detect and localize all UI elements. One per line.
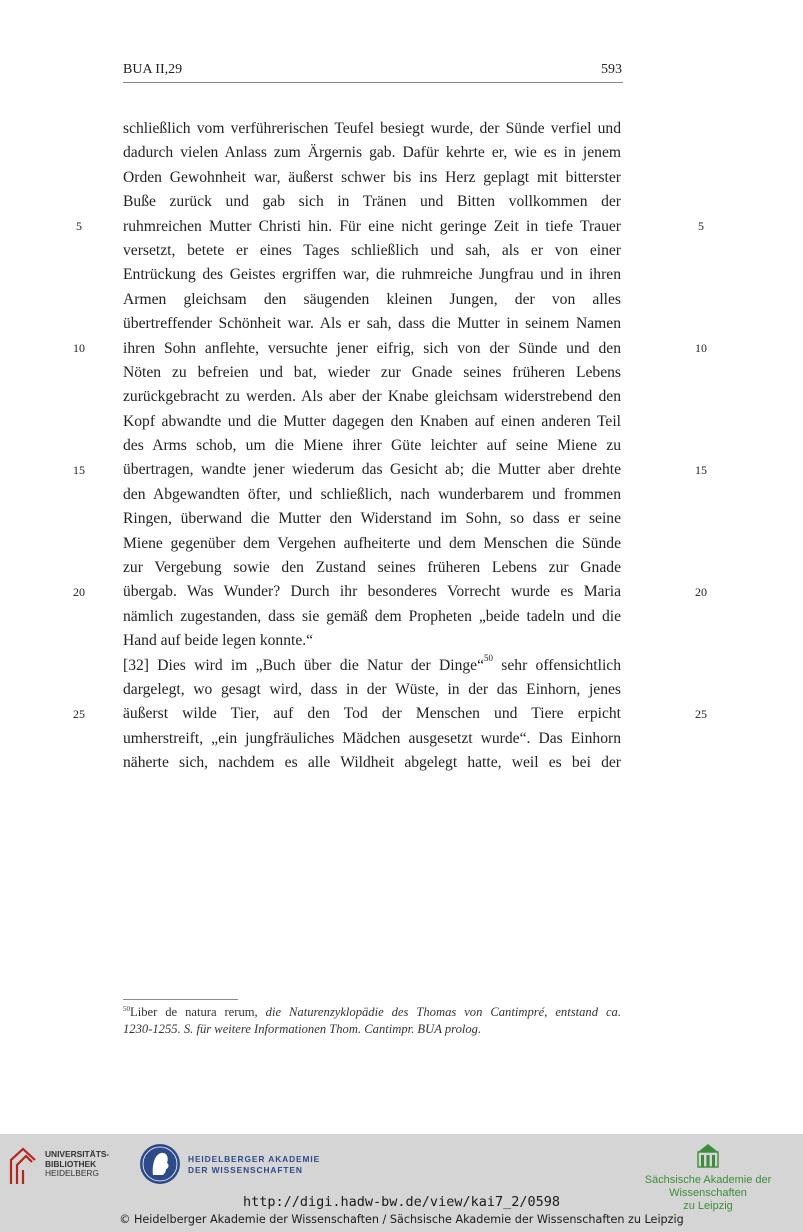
ub-logo-text: HEIDELBERG xyxy=(45,1168,99,1178)
text-line: versetzt, betete er eines Tages schließlich und sah, als er von einer xyxy=(123,241,621,259)
text-line: ruhmreichen Mutter Christi hin. Für eine nicht geringe Zeit in tiefe Trauer xyxy=(123,217,621,235)
text-line: übergab. Was Wunder? Durch ihr besonderes Vorrecht wurde es Maria xyxy=(123,583,621,601)
text-segment: [32] Dies wird im „Buch über die Natur der Dinge“ xyxy=(123,656,485,674)
footnote xyxy=(123,1004,621,1037)
ub-logo-text: BIBLIOTHEK xyxy=(45,1158,97,1169)
copyright-notice: © Heidelberger Akademie der Wissenschaften / Sächsische Akademie der Wissenschaften zu Leipzig xyxy=(119,1213,684,1226)
text-line: des Arms schob, um die Miene ihrer Güte leichter auf seine Miene zu xyxy=(123,437,621,455)
text-line: dadurch vielen Anlass zum Ärgernis gab. Dafür kehrte er, wie es in jenem xyxy=(123,144,621,162)
hadw-logo-text: DER WISSENSCHAFTEN xyxy=(188,1165,303,1175)
viewer-footer xyxy=(0,1134,803,1232)
footnote-source: Liber de natura rerum, xyxy=(130,1005,266,1019)
footnote-note: 1230-1255. S. für weitere Informationen Thom. Cantimpr. BUA prolog. xyxy=(123,1021,482,1036)
text-line-with-footnote-ref xyxy=(123,654,621,678)
text-line: dargelegt, wo gesagt wird, dass in der Wüste, in der das Einhorn, jenes xyxy=(123,680,621,698)
footnote-line xyxy=(123,1004,621,1021)
line-number-left: 5 xyxy=(76,219,82,233)
text-line: Armen gleichsam den säugenden kleinen Jungen, der von alles xyxy=(123,290,621,308)
line-number-right: 20 xyxy=(695,585,707,599)
line-number-right: 15 xyxy=(695,463,707,477)
footnote-reference: 50 xyxy=(484,653,494,664)
text-line: Miene gegenüber dem Vergehen aufheiterte und dem Menschen die Sünde xyxy=(123,534,621,552)
text-line: Buße zurück und gab sich in Tränen und Bitten vollkommen der xyxy=(123,193,621,211)
text-line: ihren Sohn anflehte, versuchte jener eifrig, sich von der Sünde und den xyxy=(123,339,621,357)
text-line: den Abgewandten öfter, und schließlich, nach wunderbarem und frommen xyxy=(123,485,621,503)
saw-logo-text: Sächsische Akademie der Wissenschaften xyxy=(644,1174,772,1199)
text-line: äußerst wilde Tier, auf den Tod der Menschen und Tiere erpicht xyxy=(123,705,621,723)
hadw-logo[interactable] xyxy=(138,1142,328,1190)
page-number: 593 xyxy=(601,62,622,77)
text-line: näherte sich, nachdem es alle Wildheit abgelegt hatte, weil es bei der xyxy=(123,754,621,772)
text-line: übertreffender Schönheit war. Als er sah, dass die Mutter in seinem Namen xyxy=(123,315,621,333)
text-line: Nöten zu befreien und bat, wieder zur Gnade seines früheren Lebens xyxy=(123,363,621,381)
permalink-url[interactable]: http://digi.hadw-bw.de/view/kai7_2/0598 xyxy=(243,1194,560,1210)
footnote-line xyxy=(123,1021,621,1038)
footnote-note: die Naturenzyklopädie des Thomas von Cantimpré, entstand ca. xyxy=(265,1005,621,1019)
footnote-separator xyxy=(123,999,238,1000)
line-number-right: 10 xyxy=(695,341,707,355)
ub-heidelberg-emblem-icon xyxy=(8,1144,38,1188)
text-line: umherstreift, „ein jungfräuliches Mädchen ausgesetzt wurde“. Das Einhorn xyxy=(123,729,621,747)
text-line: übertragen, wandte jener wiederum das Gesicht ab; die Mutter aber drehte xyxy=(123,461,621,479)
main-text xyxy=(123,117,621,776)
text-line: schließlich vom verführerischen Teufel besiegt wurde, der Sünde verfiel und xyxy=(123,120,621,137)
running-header xyxy=(123,60,623,83)
line-number-right: 5 xyxy=(698,219,704,233)
text-line: Orden Gewohnheit war, äußerst schwer bis ins Herz geplagt mit bitterster xyxy=(123,168,621,186)
header-signature: BUA II,29 xyxy=(123,62,183,77)
line-number-left: 15 xyxy=(73,463,85,477)
text-line: zur Vergebung sowie den Zustand seines früheren Lebens zur Gnade xyxy=(123,559,621,577)
line-number-left: 20 xyxy=(73,585,85,599)
text-line: Entrückung des Geistes ergriffen war, die ruhmreiche Jungfrau und in ihren xyxy=(123,266,621,284)
text-line: zurückgebracht zu werden. Als aber der Knabe gleichsam widerstrebend den xyxy=(123,388,621,406)
ub-logo-text: UNIVERSITÄTS- xyxy=(45,1149,110,1159)
text-line: Kopf abwandte und die Mutter dagegen den Knaben auf einen anderen Teil xyxy=(123,412,621,430)
saw-leipzig-logo[interactable] xyxy=(618,1142,798,1212)
text-line: nämlich zugestanden, dass sie gemäß dem Propheten „beide tadeln und die xyxy=(123,607,621,625)
line-number-left: 10 xyxy=(73,341,85,355)
hadw-portrait-emblem-icon xyxy=(138,1142,182,1186)
text-line: Hand auf beide legen konnte.“ xyxy=(123,632,314,650)
saw-logo-text: zu Leipzig xyxy=(683,1200,733,1212)
ub-heidelberg-logo[interactable] xyxy=(8,1144,128,1194)
footnote-number: 50 xyxy=(123,1004,130,1013)
saw-building-icon xyxy=(618,1142,798,1170)
line-number-left: 25 xyxy=(73,707,85,721)
text-segment: sehr offensichtlich xyxy=(493,656,621,674)
text-line: Ringen, überwand die Mutter den Widerstand im Sohn, so dass er seine xyxy=(123,510,621,528)
hadw-logo-text: HEIDELBERGER AKADEMIE xyxy=(188,1154,321,1164)
line-number-right: 25 xyxy=(695,707,707,721)
